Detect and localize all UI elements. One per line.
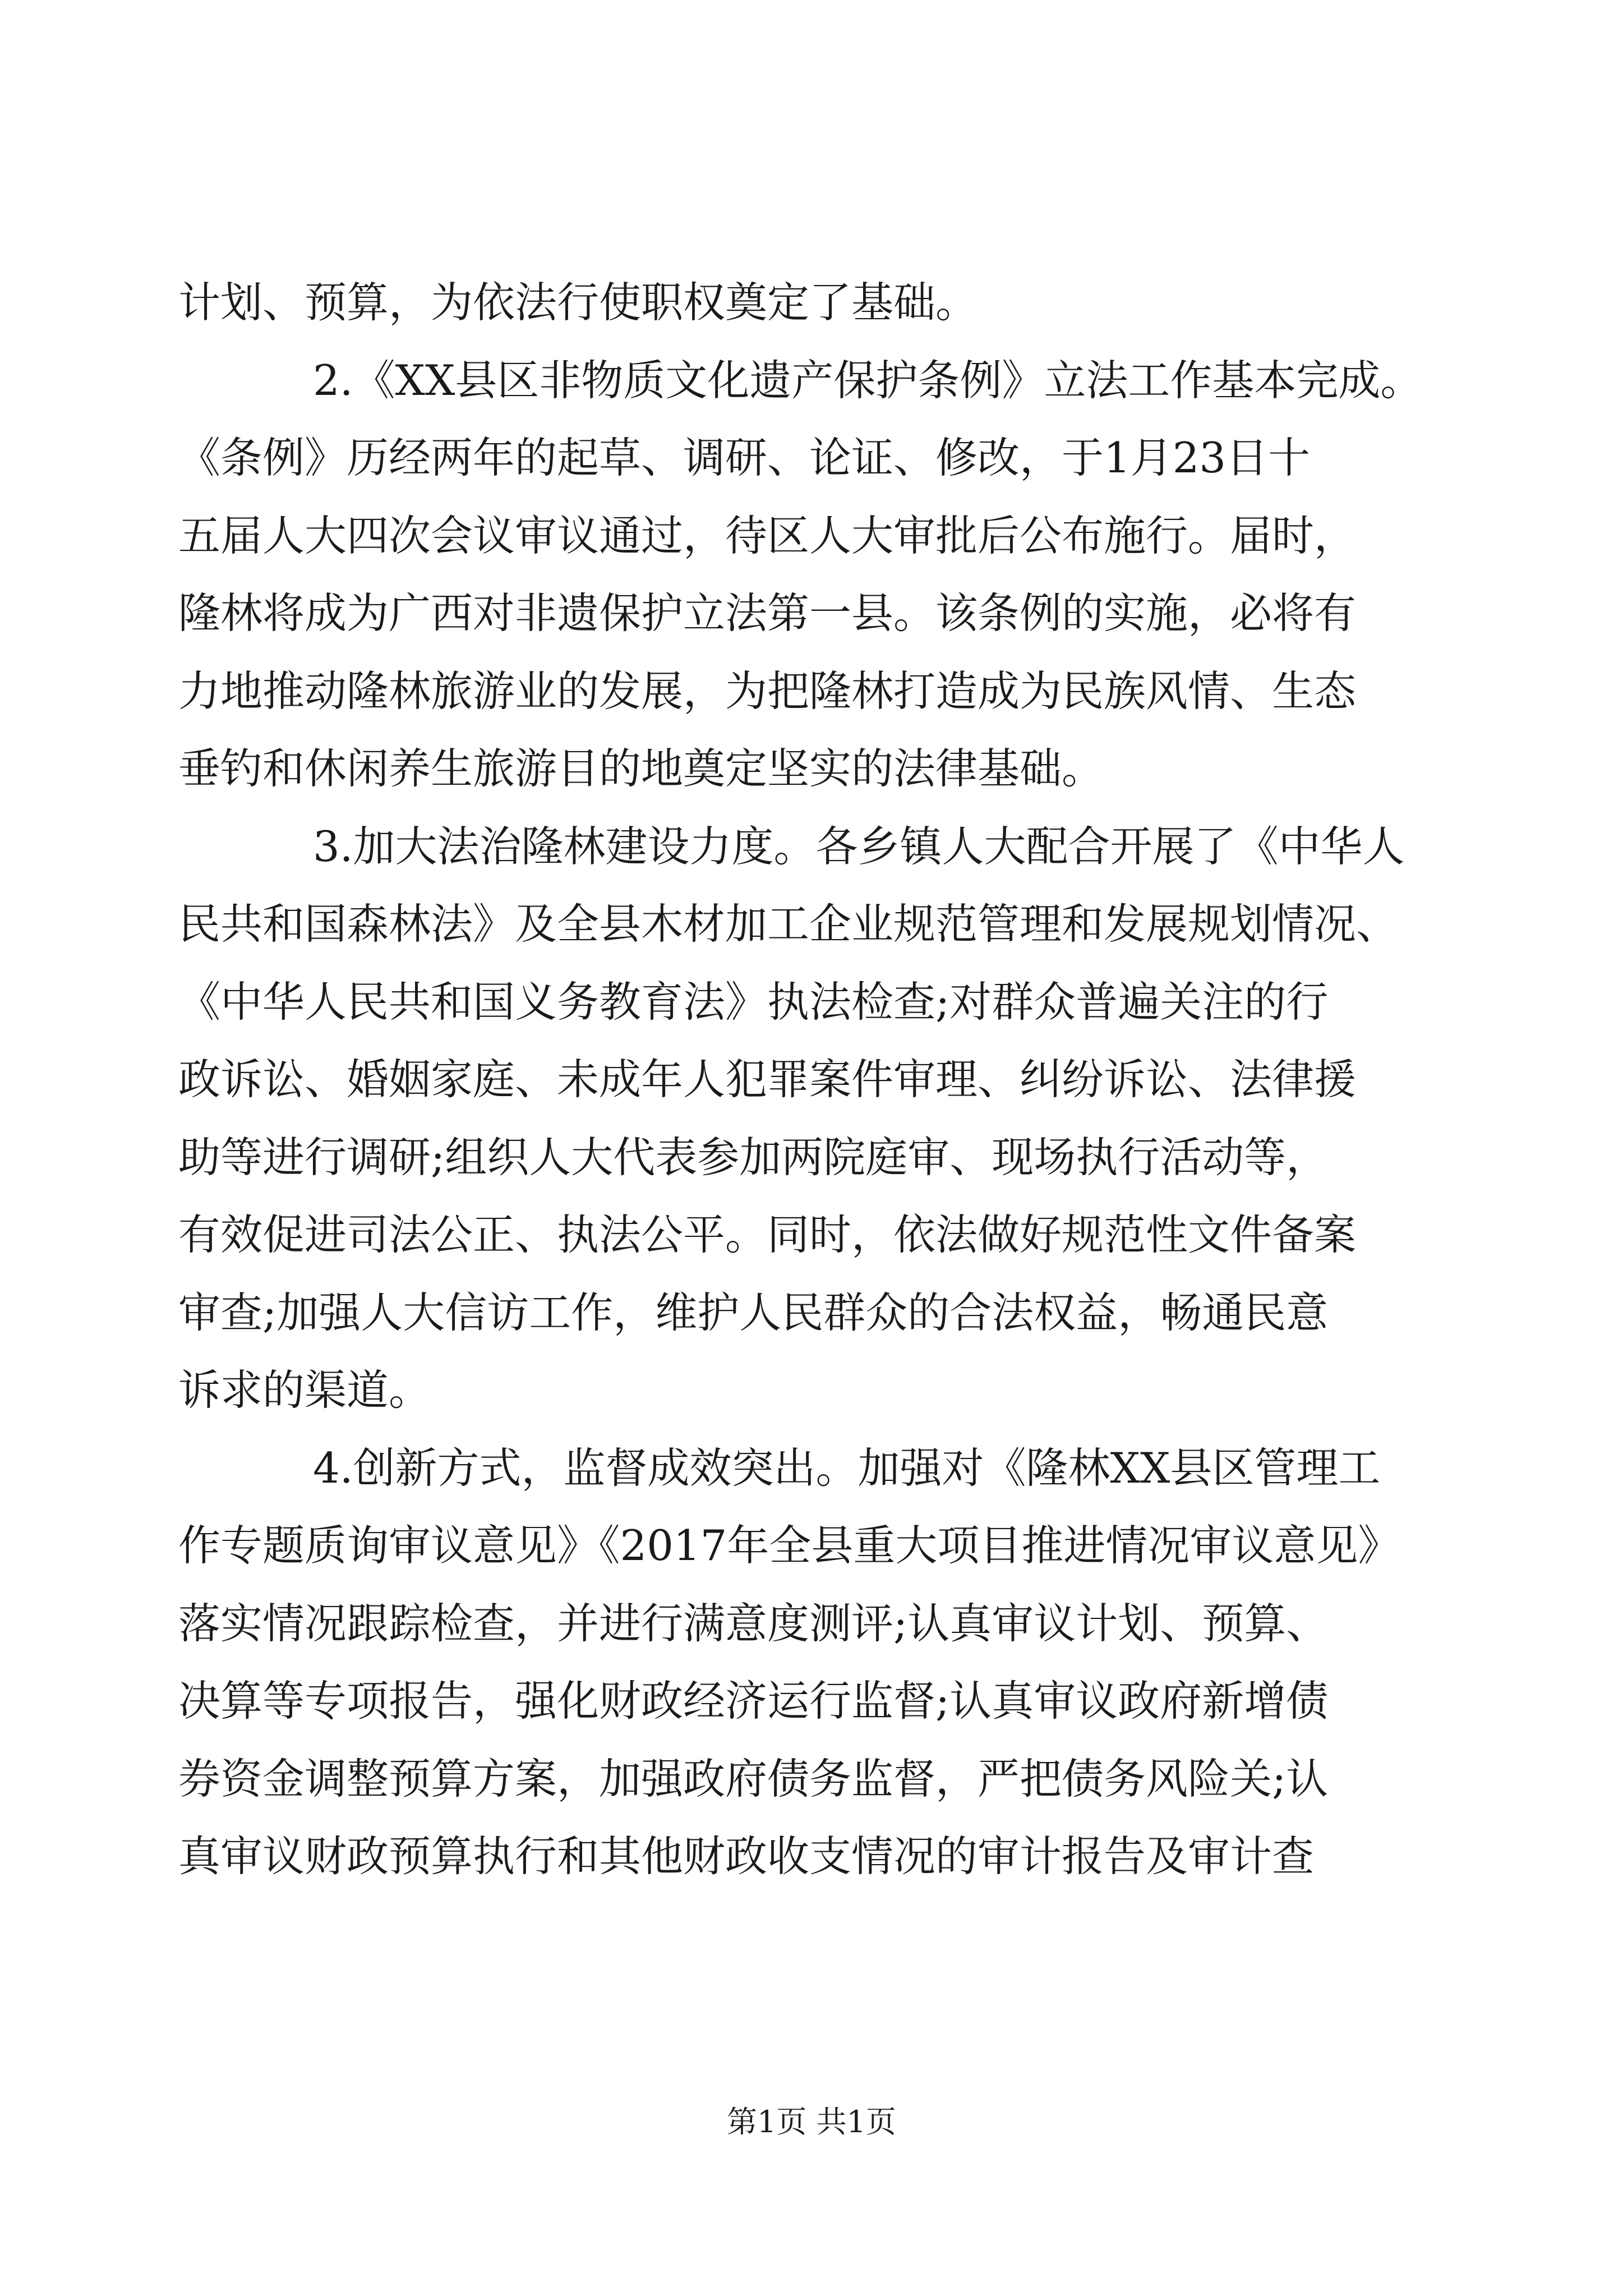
- text-line: 有效促进司法公正、执法公平。同时，依法做好规范性文件备案: [178, 1210, 1357, 1259]
- page-footer: 第1页 共1页: [727, 2104, 896, 2139]
- text-line: 4.创新方式，监督成效突出。加强对《隆林XX县区管理工: [313, 1443, 1381, 1493]
- text-line: 决算等专项报告，强化财政经济运行监督;认真审议政府新增债: [178, 1676, 1329, 1726]
- text-line: 政诉讼、婚姻家庭、未成年人犯罪案件审理、纠纷诉讼、法律援: [178, 1055, 1357, 1104]
- text-line: 券资金调整预算方案，加强政府债务监督，严把债务风险关;认: [178, 1754, 1329, 1803]
- text-line: 民共和国森林法》及全县木材加工企业规范管理和发展规划情况、: [178, 899, 1399, 949]
- text-line: 审查;加强人大信访工作，维护人民群众的合法权益，畅通民意: [178, 1287, 1329, 1337]
- text-line: 隆林将成为广西对非遗保护立法第一县。该条例的实施，必将有: [178, 588, 1357, 638]
- text-line: 2.《XX县区非物质文化遗产保护条例》立法工作基本完成。: [313, 355, 1423, 405]
- text-line: 计划、预算，为依法行使职权奠定了基础。: [178, 278, 978, 327]
- text-line: 五届人大四次会议审议通过，待区人大审批后公布施行。届时，: [178, 510, 1357, 560]
- text-line: 作专题质询审议意见》《2017年全县重大项目推进情况审议意见》: [178, 1521, 1400, 1570]
- text-line: 助等进行调研;组织人大代表参加两院庭审、现场执行活动等，: [178, 1132, 1329, 1182]
- text-line: 《条例》历经两年的起草、调研、论证、修改，于1月23日十: [178, 433, 1311, 482]
- text-line: 真审议财政预算执行和其他财政收支情况的审计报告及审计查: [178, 1832, 1315, 1881]
- text-line: 落实情况跟踪检查，并进行满意度测评;认真审议计划、预算、: [178, 1598, 1329, 1648]
- text-line: 3.加大法治隆林建设力度。各乡镇人大配合开展了《中华人: [313, 821, 1405, 871]
- text-line: 垂钓和休闲养生旅游目的地奠定坚实的法律基础。: [178, 744, 1104, 793]
- text-line: 诉求的渠道。: [178, 1365, 431, 1415]
- document-body: [178, 264, 1451, 1895]
- text-line: 力地推动隆林旅游业的发展，为把隆林打造成为民族风情、生态: [178, 666, 1357, 716]
- text-line: 《中华人民共和国义务教育法》执法检查;对群众普遍关注的行: [178, 977, 1329, 1027]
